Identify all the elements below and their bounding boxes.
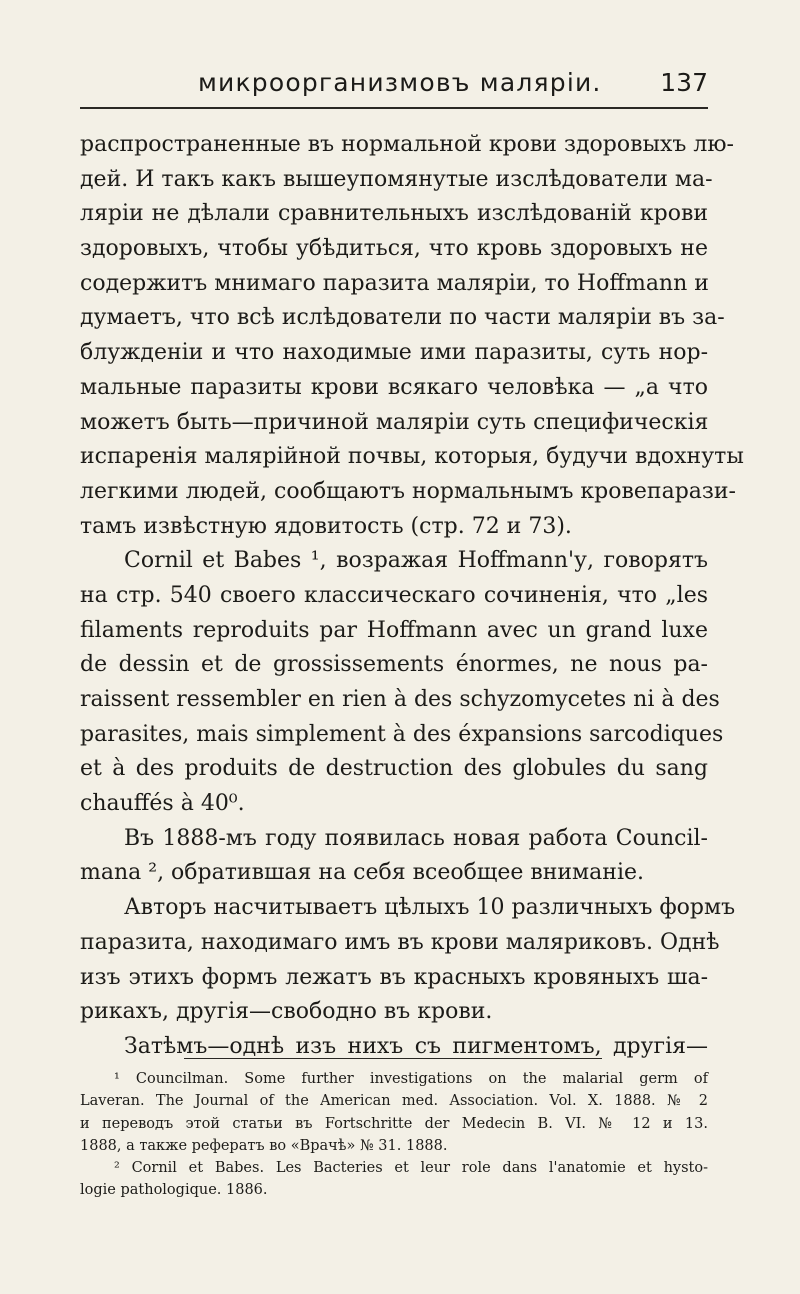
text-line: mana ², обратившая на себя всеобщее вниманіе.: [80, 860, 644, 886]
footnote-line: Laveran. The Journal of the American med. Association. Vol. X. 1888. № 2: [80, 1093, 708, 1110]
text-line: chauffés à 40⁰.: [80, 791, 245, 817]
footnote-line: 1888, а также рефератъ во «Врачѣ» № 31. 1888.: [80, 1137, 448, 1154]
main-text: [80, 128, 744, 1065]
text-line: мальные паразиты крови всякаго человѣка — „а что: [80, 374, 708, 400]
footnote-rule: [184, 1058, 602, 1059]
text-line: рикахъ, другія—свободно въ крови.: [80, 999, 493, 1025]
text-line: паразита, находимаго имъ въ крови маляриковъ. Однѣ: [80, 929, 720, 955]
text-line: filaments reproduits par Hoffmann avec un grand luxe: [80, 617, 708, 643]
running-title: микроорганизмовъ маляріи.: [198, 68, 602, 97]
text-line: думаетъ, что всѣ ислѣдователи по части маляріи въ за-: [80, 305, 725, 331]
footnotes: [80, 1068, 708, 1202]
text-line: дей. И такъ какъ вышеупомянутые изслѣдователи ма-: [80, 166, 713, 192]
text-line: распространенные въ нормальной крови здоровыхъ лю-: [80, 132, 734, 157]
footnote-line: и переводъ этой статьи въ Fortschritte der Medecin B. VI. № 12 и 13.: [80, 1115, 708, 1132]
text-line: изъ этихъ формъ лежатъ въ красныхъ кровяныхъ ша-: [80, 964, 708, 990]
text-line: raissent ressembler en rien à des schyzomycetes ni à des: [80, 687, 720, 712]
footnote-line: logie pathologique. 1886.: [80, 1182, 268, 1199]
text-line: содержитъ мнимаго паразита маляріи, то Hoffmann и: [80, 270, 709, 296]
text-line: на стр. 540 своего классическаго сочиненія, что „les: [80, 582, 708, 608]
paragraph-start-line: Авторъ насчитываетъ цѣлыхъ 10 различныхъ формъ: [124, 895, 736, 921]
paragraph-start-line: Cornil et Babes ¹, возражая Hoffmann'у, говорятъ: [124, 548, 708, 574]
header-rule: [80, 107, 708, 109]
text-line: parasites, mais simplement à des éxpansions sarcodiques: [80, 721, 724, 747]
paragraph-start-line: Затѣмъ—однѣ изъ нихъ съ пигментомъ, другія—: [124, 1033, 708, 1059]
footnote-line: ² Cornil et Babes. Les Bacteries et leur role dans l'anatomie et hysto-: [114, 1160, 708, 1177]
text-line: здоровыхъ, чтобы убѣдиться, что кровь здоровыхъ не: [80, 236, 708, 262]
page-number: 137: [660, 68, 708, 97]
text-line: de dessin et de grossissements énormes, ne nous pa-: [80, 652, 708, 678]
text-line: et à des produits de destruction des globules du sang: [80, 756, 708, 782]
text-line: ляріи не дѣлали сравнительныхъ изслѣдованій крови: [80, 201, 708, 227]
text-line: можетъ быть—причиной маляріи суть специфическія: [80, 409, 709, 435]
text-line: испаренія малярійной почвы, которыя, будучи вдохнуты: [80, 444, 744, 470]
paragraph-start-line: Въ 1888-мъ году появилась новая работа Council-: [124, 825, 708, 851]
footnote-line: ¹ Councilman. Some further investigations on the malarial germ of: [114, 1071, 708, 1087]
text-line: легкими людей, сообщаютъ нормальнымъ кровепарази-: [80, 478, 736, 504]
text-line: блужденіи и что находимые ими паразиты, суть нор-: [80, 340, 708, 366]
running-header: [198, 68, 708, 104]
text-line: тамъ извѣстную ядовитость (стр. 72 и 73).: [80, 513, 572, 539]
